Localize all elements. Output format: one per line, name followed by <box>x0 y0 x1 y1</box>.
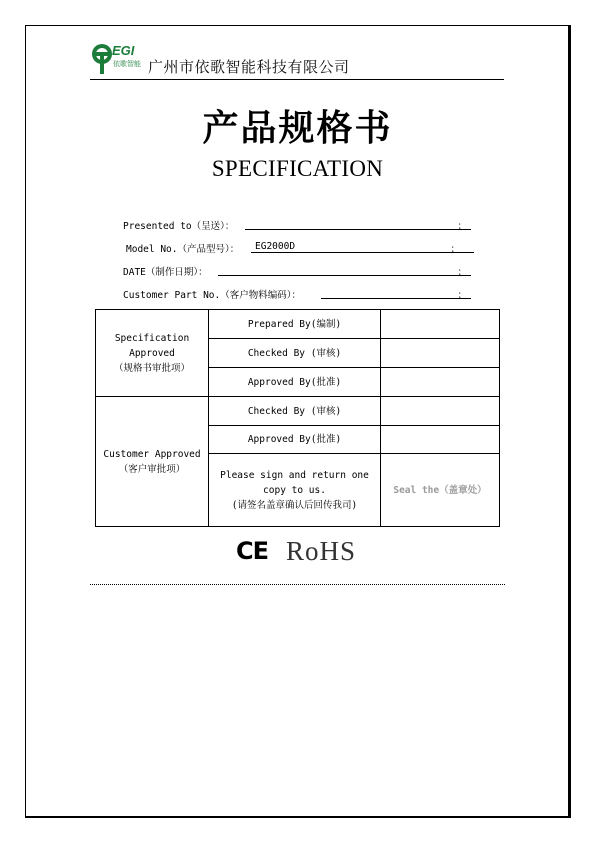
title-english: SPECIFICATION <box>211 156 384 181</box>
field-label: Model No.（产品型号）： <box>126 244 240 255</box>
field-label: DATE（制作日期）： <box>123 267 208 278</box>
field-end: ； <box>457 221 467 232</box>
return-note-cell <box>209 454 381 527</box>
customer-approved-line: Customer Approved <box>103 448 201 460</box>
checked-by-label: Checked By (审核) <box>209 339 381 368</box>
svg-text:依歌智能: 依歌智能 <box>113 60 141 68</box>
customer-approved-line: （客户审批项） <box>118 463 186 475</box>
approved-by-label: Approved By(批准) <box>209 368 381 397</box>
customer-checked-by-label: Checked By (审核) <box>209 397 381 426</box>
prepared-by-signature[interactable] <box>381 310 500 339</box>
customer-approved-cell <box>96 397 209 527</box>
return-note-line: copy to us. <box>263 484 326 496</box>
seal-cell[interactable]: Seal the（盖章处） <box>381 454 500 527</box>
approved-by-signature[interactable] <box>381 368 500 397</box>
return-note-line: Please sign and return one <box>220 469 369 481</box>
spec-approved-line: Approved <box>129 347 175 359</box>
customer-approved-by-label: Approved By(批准) <box>209 426 381 454</box>
field-end: ； <box>450 244 460 255</box>
field-presented-to <box>123 218 473 232</box>
field-model-no <box>126 241 476 255</box>
field-end: ； <box>457 267 467 278</box>
approval-table <box>95 309 500 527</box>
field-date <box>123 264 473 278</box>
field-underline[interactable] <box>218 264 471 276</box>
ce-mark: CE <box>236 537 269 565</box>
field-label: Customer Part No.（客户物料编码）： <box>123 290 301 301</box>
return-note-line: (请签名盖章确认后回传我司) <box>231 499 358 511</box>
prepared-by-label: Prepared By(编制) <box>209 310 381 339</box>
customer-checked-by-signature[interactable] <box>381 397 500 426</box>
field-underline[interactable] <box>321 287 471 299</box>
spec-approved-line: Specification <box>114 332 190 344</box>
dotted-separator <box>90 584 505 585</box>
header-rule <box>90 79 504 80</box>
certifications <box>236 536 357 566</box>
company-name: 广州市依歌智能科技有限公司 <box>148 58 350 76</box>
spec-approved-cell <box>96 310 209 397</box>
title-chinese: 产品规格书 <box>202 108 393 149</box>
spec-approved-line: （规格书审批项） <box>113 362 190 374</box>
page-border-shadow-bottom <box>25 816 571 818</box>
customer-approved-by-signature[interactable] <box>381 426 500 454</box>
rohs-mark: RoHS <box>286 536 357 566</box>
field-underline[interactable] <box>251 241 474 253</box>
checked-by-signature[interactable] <box>381 339 500 368</box>
field-value: EG2000D <box>255 241 296 252</box>
field-customer-part-no <box>123 287 473 301</box>
company-logo <box>90 41 146 77</box>
field-underline[interactable] <box>245 218 471 230</box>
field-label: Presented to（呈送）： <box>123 221 235 232</box>
field-end: ； <box>457 290 467 301</box>
svg-text:EGI: EGI <box>112 43 135 58</box>
